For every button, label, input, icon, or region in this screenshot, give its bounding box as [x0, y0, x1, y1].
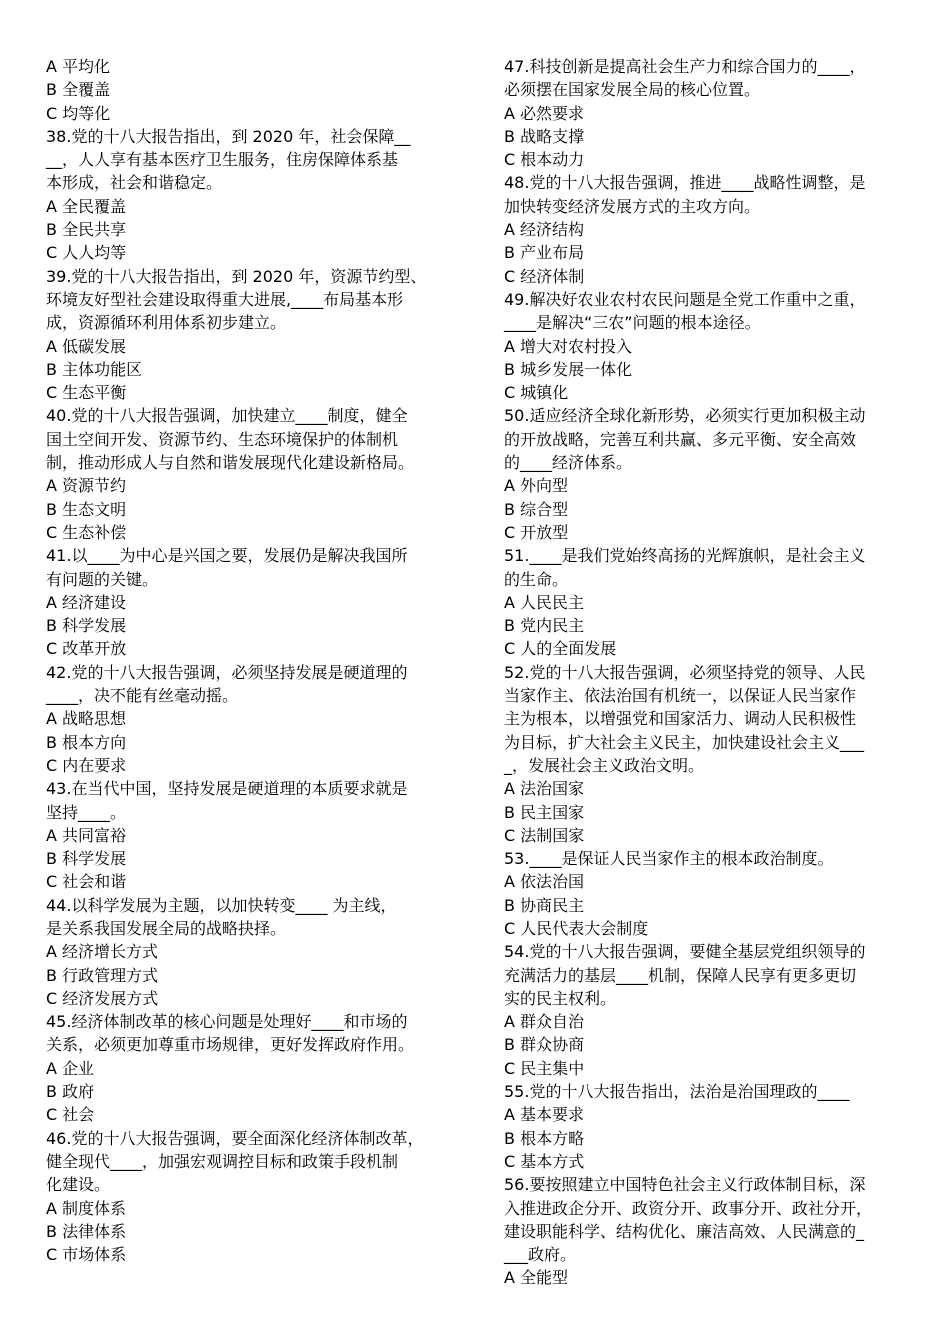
text-line: 必须摆在国家发展全局的核心位置。	[504, 80, 761, 100]
text-line: 健全现代____，加强宏观调控目标和政策手段机制	[46, 1151, 399, 1171]
text-line: 42.党的十八大报告强调，必须坚持发展是硬道理的	[46, 662, 408, 682]
text-line: B 科学发展	[46, 849, 127, 869]
text-line: 制，推动形成人与自然和谐发展现代化建设新格局。	[46, 453, 415, 473]
text-line: B 城乡发展一体化	[504, 359, 633, 379]
text-line: 40.党的十八大报告强调，加快建立____制度，健全	[46, 406, 408, 426]
text-line: B 政府	[46, 1082, 95, 1102]
text-line: C 人的全面发展	[504, 639, 617, 659]
text-line: 45.经济体制改革的核心问题是处理好____和市场的	[46, 1012, 408, 1032]
text-line: 44.以科学发展为主题，以加快转变____ 为主线，	[46, 895, 397, 915]
text-line: 国土空间开发、资源节约、生态环境保护的体制机	[46, 429, 399, 449]
text-line: C 民主集中	[504, 1058, 585, 1078]
text-line: 化建设。	[46, 1175, 111, 1195]
text-line: A 依法治国	[504, 872, 585, 892]
text-line: C 社会和谐	[46, 872, 127, 892]
text-line: C 根本动力	[504, 150, 585, 170]
text-line: 成，资源循环利用体系初步建立。	[46, 313, 287, 333]
text-line: A 平均化	[46, 57, 111, 76]
text-line: 当家作主、依法治国有机统一，以保证人民当家作	[504, 686, 857, 706]
text-line: A 经济增长方式	[46, 942, 159, 962]
text-line: A 制度体系	[46, 1198, 127, 1218]
text-line: A 经济结构	[504, 220, 585, 240]
text-line: B 法律体系	[46, 1221, 127, 1241]
text-line: B 民主国家	[504, 802, 585, 822]
text-line: 环境友好型社会建设取得重大进展,____布局基本形	[46, 289, 404, 309]
text-line: A 经济建设	[46, 592, 127, 612]
text-line: B 群众协商	[504, 1035, 585, 1055]
text-line: 46.党的十八大报告强调，要全面深化经济体制改革，	[46, 1128, 424, 1148]
text-line: C 人民代表大会制度	[504, 918, 649, 938]
text-line: A 外向型	[504, 476, 569, 496]
text-line: B 根本方向	[46, 732, 127, 752]
text-line: 主为根本，以增强党和国家活力、调动人民积极性	[504, 709, 857, 729]
text-line: B 综合型	[504, 499, 569, 519]
text-line: 54.党的十八大报告强调，要健全基层党组织领导的	[504, 942, 866, 962]
text-line: C 人人均等	[46, 243, 127, 263]
text-line: B 全民共享	[46, 220, 127, 240]
text-line: 51.____是我们党始终高扬的光辉旗帜，是社会主义	[504, 546, 866, 566]
text-line: 39.党的十八大报告指出，到 2020 年，资源节约型、	[46, 266, 427, 286]
text-line: A 全民覆盖	[46, 196, 127, 216]
text-line: C 开放型	[504, 522, 569, 542]
text-line: B 生态文明	[46, 499, 127, 519]
text-line: A 共同富裕	[46, 825, 127, 845]
text-line: B 协商民主	[504, 895, 585, 915]
text-line: 坚持____。	[46, 802, 127, 822]
text-line: 56.要按照建立中国特色社会主义行政体制目标，深	[504, 1175, 866, 1195]
text-line: B 战略支撑	[504, 126, 585, 146]
text-line: 50.适应经济全球化新形势，必须实行更加积极主动	[504, 406, 866, 426]
text-line: A 企业	[46, 1058, 95, 1078]
text-line: 建设职能科学、结构优化、廉洁高效、人民满意的_	[504, 1221, 865, 1241]
text-line: 41.以____为中心是兴国之要，发展仍是解决我国所	[46, 546, 408, 566]
text-line: 53.____是保证人民当家作主的根本政治制度。	[504, 849, 834, 869]
text-line: 52.党的十八大报告强调，必须坚持党的领导、人民	[504, 662, 866, 682]
text-line: 实的民主权利。	[504, 988, 617, 1008]
text-line: 的生命。	[504, 569, 569, 589]
text-line: B 行政管理方式	[46, 965, 159, 985]
text-line: _，发展社会主义政治文明。	[504, 755, 705, 775]
text-line: C 市场体系	[46, 1245, 127, 1265]
text-line: 49.解决好农业农村农民问题是全党工作重中之重，	[504, 289, 866, 309]
text-line: 的____经济体系。	[504, 453, 633, 473]
text-line: 关系，必须更加尊重市场规律，更好发挥政府作用。	[46, 1035, 415, 1055]
text-line: 为目标，扩大社会主义民主，加快建设社会主义___	[504, 732, 865, 752]
text-line: 47.科技创新是提高社会生产力和综合国力的____，	[504, 57, 866, 76]
text-line: A 资源节约	[46, 476, 127, 496]
text-line: C 生态平衡	[46, 383, 127, 403]
text-line: C 改革开放	[46, 639, 127, 659]
text-line: ____是解决“三农”问题的根本途径。	[504, 313, 761, 333]
text-line: 38.党的十八大报告指出，到 2020 年，社会保障__	[46, 126, 411, 146]
text-line: ___政府。	[504, 1245, 577, 1265]
text-line: A 群众自治	[504, 1012, 585, 1032]
text-line: 的开放战略，完善互利共赢、多元平衡、安全高效	[504, 429, 857, 449]
text-line: B 全覆盖	[46, 80, 111, 100]
text-line: 加快转变经济发展方式的主攻方向。	[504, 196, 761, 216]
text-line: C 城镇化	[504, 383, 569, 403]
text-line: ____，决不能有丝毫动摇。	[46, 686, 239, 706]
text-line: B 产业布局	[504, 243, 585, 263]
text-line: A 战略思想	[46, 709, 127, 729]
text-line: A 必然要求	[504, 103, 585, 123]
text-line: C 基本方式	[504, 1151, 585, 1171]
text-line: 入推进政企分开、政资分开、政事分开、政社分开，	[504, 1198, 873, 1218]
text-line: 本形成，社会和谐稳定。	[46, 173, 223, 193]
text-line: A 全能型	[504, 1268, 569, 1288]
text-line: C 均等化	[46, 103, 111, 123]
text-line: C 社会	[46, 1105, 95, 1125]
text-line: A 低碳发展	[46, 336, 127, 356]
left-column	[46, 55, 456, 1266]
text-line: C 经济发展方式	[46, 988, 159, 1008]
text-line: B 科学发展	[46, 616, 127, 636]
text-line: C 经济体制	[504, 266, 585, 286]
text-line: A 增大对农村投入	[504, 336, 633, 356]
text-line: B 主体功能区	[46, 359, 143, 379]
text-line: C 内在要求	[46, 755, 127, 775]
text-line: 48.党的十八大报告强调，推进____战略性调整，是	[504, 173, 866, 193]
text-line: 充满活力的基层____机制，保障人民享有更多更切	[504, 965, 857, 985]
text-line: __，人人享有基本医疗卫生服务，住房保障体系基	[46, 150, 399, 170]
text-line: C 法制国家	[504, 825, 585, 845]
text-line: A 法治国家	[504, 779, 585, 799]
text-line: 是关系我国发展全局的战略抉择。	[46, 918, 287, 938]
text-line: C 生态补偿	[46, 522, 127, 542]
text-line: 43.在当代中国，坚持发展是硬道理的本质要求就是	[46, 779, 408, 799]
text-line: B 党内民主	[504, 616, 585, 636]
text-line: 有问题的关键。	[46, 569, 159, 589]
text-line: A 人民民主	[504, 592, 585, 612]
text-line: B 根本方略	[504, 1128, 585, 1148]
text-line: A 基本要求	[504, 1105, 585, 1125]
right-column	[504, 55, 904, 1290]
text-line: 55.党的十八大报告指出，法治是治国理政的____	[504, 1082, 850, 1102]
